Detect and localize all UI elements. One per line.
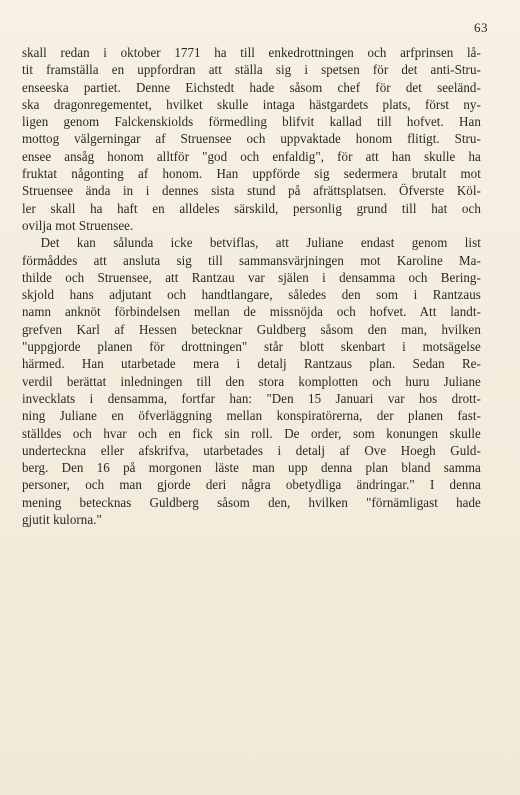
- text-line: mening betecknas Guldberg såsom den, hvilken "förnämligast hade: [22, 495, 481, 511]
- text-line: ensee ansåg honom alltför "god och enfaldig", för att han skulle ha: [22, 149, 481, 165]
- text-line: fruktat någonting af honom. Han uppförde sig sedermera brutalt mot: [22, 167, 481, 183]
- body-text: [22, 45, 481, 529]
- text-line: verdil berättat inledningen till den stora komplotten och huru Juliane: [22, 374, 481, 390]
- text-line: skjold hans adjutant och handtlangare, således den som i Rantzaus: [22, 288, 481, 304]
- text-line: grefven Karl af Hessen betecknar Guldberg såsom den man, hvilken: [22, 322, 481, 338]
- text-line: Det kan sålunda icke betviflas, att Juliane endast genom list: [40, 236, 481, 252]
- text-line: thilde och Struensee, att Rantzau var själen i densamma och Bering-: [22, 270, 481, 286]
- text-line: ovilja mot Struensee.: [22, 218, 134, 234]
- text-line: enseeska partiet. Denne Eichstedt hade såsom chef för det seeländ-: [22, 80, 481, 96]
- text-line: förmåddes att ansluta sig till sammansvärjningen mot Karoline Ma-: [22, 253, 481, 269]
- text-line: personer, och man gjorde deri några obetydliga ändringar." I denna: [22, 478, 481, 494]
- text-line: skall redan i oktober 1771 ha till enkedrottningen och arfprinsen lå-: [22, 46, 481, 61]
- text-line: ler skall ha haft en alldeles särskild, personlig grund till hat och: [22, 201, 481, 217]
- text-line: invecklats i densamma, fortfar han: "Den 15 Januari var hos drott-: [22, 391, 481, 407]
- text-line: mottog välgerningar af Struensee och uppvaktade honom flitigt. Stru-: [22, 132, 481, 148]
- text-line: "uppgjorde planen för drottningen" står blott skenbart i motsägelse: [22, 340, 481, 356]
- text-line: underteckna eller afskrifva, utarbetades i detalj af Ove Hoegh Guld-: [22, 443, 481, 459]
- text-line: tit framställa en uppfordran att ställa sig i spetsen för det anti-Stru-: [22, 63, 481, 79]
- text-line: ställdes och hvar och en fick sin roll. De order, som konungen skulle: [22, 426, 481, 442]
- text-line: namn anknöt förbindelsen mellan de missnöjda och hofvet. Att landt-: [22, 305, 481, 321]
- text-line: ligen genom Falckenskiolds förmedling blifvit kallad till hofvet. Han: [22, 115, 481, 131]
- text-line: Struensee ända in i dennes sista stund på afrättsplatsen. Öfverste Köl-: [22, 184, 481, 200]
- text-line: ska dragonregementet, hvilket skulle intaga hästgardets plats, först ny-: [22, 97, 481, 113]
- text-line: härmed. Han utarbetade mera i detalj Rantzaus plan. Sedan Re-: [22, 357, 481, 373]
- page-number: 63: [474, 20, 488, 35]
- text-line: gjutit kulorna.": [22, 513, 102, 529]
- text-line: ning Juliane en öfverläggning mellan konspiratörerna, der planen fast-: [22, 409, 481, 425]
- text-line: berg. Den 16 på morgonen läste man upp denna plan bland samma: [22, 461, 481, 477]
